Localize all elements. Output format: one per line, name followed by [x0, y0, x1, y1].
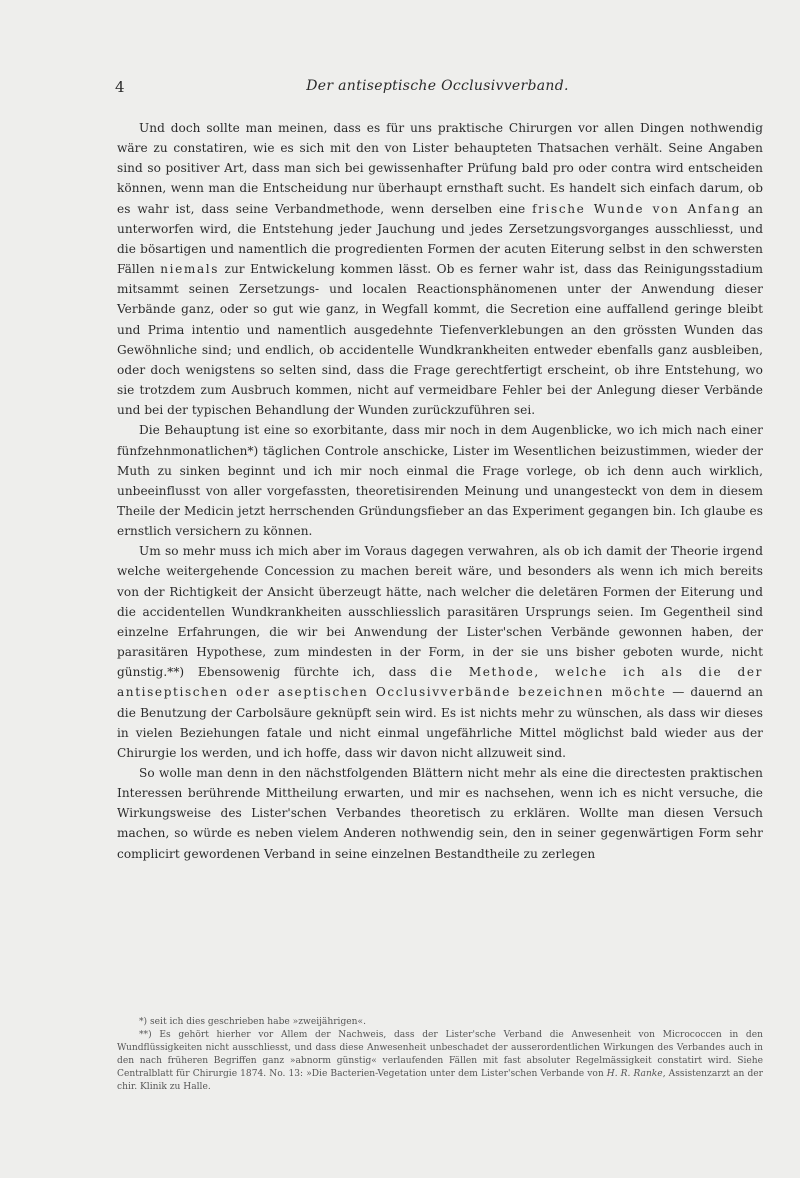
text-run: — dauernd an die Benutzung der Carbolsäure geknüpft sein wird. Es ist nichts mehr zu wünschen, als dass wir dieses in vielen Beziehungen fatale und nicht einmal ungefährliche Mittel möglichst bald wieder aus der Chirurgie los werden, und ich hoffe, dass wir davon nicht allzuweit sind.	[117, 685, 763, 760]
body-text	[117, 118, 763, 864]
spaced-emphasis-text: niemals	[160, 262, 220, 277]
footnotes	[117, 1016, 763, 1094]
spaced-emphasis-text: frische Wunde von Anfang	[532, 201, 742, 216]
page-number: 4	[115, 78, 125, 96]
paragraph	[117, 420, 763, 541]
paragraph	[117, 763, 763, 864]
footnote	[117, 1016, 763, 1029]
paragraph	[117, 541, 763, 763]
text-run: Die Behauptung ist eine so exorbitante, dass mir noch in dem Augenblicke, wo ich mich nach einer fünfzehnmonatlichen*) täglichen Controle anschicke, Lister im Wesentlichen beizustimmen, wieder der Muth zu sinken beginnt und ich mir noch einmal die Frage vorlege, ob ich denn auch wirklich, unbeeinflusst von aller vorgefassten, theoretisirenden Meinung und unangesteckt von dem in diesem Theile der Medicin jetzt herrschenden Gründungsfieber an das Experiment gegangen bin. Ich glaube es ernstlich versichern zu können.	[117, 423, 763, 539]
footnote	[117, 1029, 763, 1094]
text-run: an unterworfen wird, die Entstehung jeder Jauchung und jedes Zersetzungsvorganges ausschliesst, und die bösartigen und namentlich die progredienten Formen der acuten Eiterung selbst in den schwersten Fällen	[117, 201, 763, 277]
running-title: Der antiseptische Occlusivverband.	[306, 78, 569, 94]
text-run: *) seit ich dies geschrieben habe »zweijährigen«.	[139, 1017, 366, 1027]
spaced-emphasis-text: die Methode, welche ich als die der antiseptischen oder aseptischen Occlusivverbände bezeichnen möchte	[117, 665, 763, 700]
text-run: Um so mehr muss ich mich aber im Voraus dagegen verwahren, als ob ich damit der Theorie irgend welche weitergehende Concession zu machen bereit wäre, und besonders als wenn ich mich bereits von der Richtigkeit der Ansicht überzeugt hätte, nach welcher die deletären Formen der Eiterung und die accidentellen Wundkrankheiten ausschliesslich parasitären Ursprungs seien. Im Gegentheil sind einzelne Erfahrungen, die wir bei Anwendung der Lister'schen Verbände gewonnen haben, der parasitären Hypothese, zum mindesten in der Form, in der sie uns bisher geboten wurde, nicht günstig.**) Ebensowenig fürchte ich, dass	[117, 544, 763, 680]
italic-name-text: H. R. Ranke	[606, 1069, 663, 1079]
paragraph	[117, 118, 763, 420]
text-run: **) Es gehört hierher vor Allem der Nachweis, dass der Lister'sche Verband die Anwesenheit von Micrococcen in den Wundflüssigkeiten nicht ausschliesst, und dass diese Anwesenheit unbeschadet der ausserordentlichen Wirkungen des Verbandes auch in den nach früheren Begriffen ganz »abnorm günstig« verlaufenden Fällen mit fast absoluter Regelmässigkeit constatirt wird. Siehe Centralblatt für Chirurgie 1874. No. 13: »Die Bacterien-Vegetation unter dem Lister'schen Verbande von	[117, 1030, 763, 1079]
text-run: So wolle man denn in den nächstfolgenden Blättern nicht mehr als eine die directesten praktischen Interessen berührende Mittheilung erwarten, und mir es nachsehen, wenn ich es nicht versuche, die Wirkungsweise des Lister'schen Verbandes theoretisch zu erklären. Wollte man diesen Versuch machen, so würde es neben vielem Anderen nothwendig sein, den in seiner gegenwärtigen Form sehr complicirt gewordenen Verband in seine einzelnen Bestandtheile zu zerlegen	[117, 766, 763, 861]
text-run: zur Entwickelung kommen lässt. Ob es ferner wahr ist, dass das Reinigungsstadium mitsammt seinen Zersetzungs- und localen Reactionsphänomenen unter der Anwendung dieser Verbände ganz, oder so gut wie ganz, in Wegfall kommt, die Secretion eine auffallend geringe bleibt und Prima intentio und namentlich ausgedehnte Tiefenverklebungen an den grössten Wunden das Gewöhnliche sind; und endlich, ob accidentelle Wundkrankheiten entweder ebenfalls ganz ausbleiben, oder doch wenigstens so selten sind, dass die Frage gerechtfertigt erscheint, ob ihre Entstehung, wo sie trotzdem zum Ausbruch kommen, nicht auf vermeidbare Fehler bei der Anlegung dieser Verbände und bei der typischen Behandlung der Wunden zurückzuführen sei.	[117, 262, 764, 418]
text-run: , Assistenzarzt an der chir. Klinik zu Halle.	[117, 1069, 764, 1092]
text-run: Und doch sollte man meinen, dass es für uns praktische Chirurgen vor allen Dingen nothwendig wäre zu constatiren, wie es sich mit den von Lister behaupteten Thatsachen verhält. Seine Angaben sind so positiver Art, dass man sich bei gewissenhafter Prüfung bald pro oder contra wird entscheiden können, wenn man die Entscheidung nur überhaupt ernsthaft sucht. Es handelt sich einfach darum, ob es wahr ist, dass seine Verbandmethode, wenn derselben eine	[117, 121, 763, 216]
running-head	[115, 78, 760, 100]
